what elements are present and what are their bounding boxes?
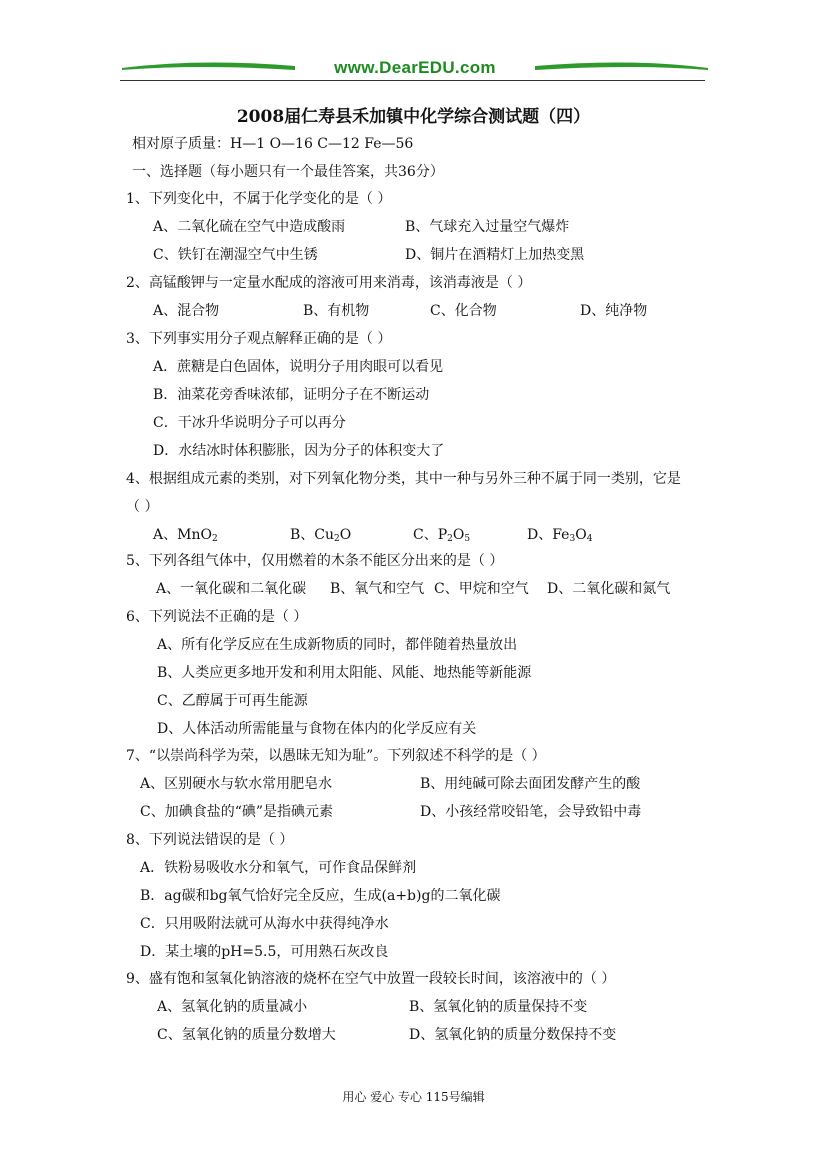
q6-option-d: D、人体活动所需能量与食物在体内的化学反应有关 [157, 721, 477, 737]
question-7: 7、“以崇尚科学为荣，以愚昧无知为耻”。下列叙述不科学的是（ ） [126, 748, 546, 764]
q1-option-d: D、铜片在酒精灯上加热变黑 [405, 247, 585, 263]
question-9: 9、盛有饱和氢氧化钠溶液的烧杯在空气中放置一段较长时间，该溶液中的（ ） [126, 971, 616, 987]
question-6: 6、下列说法不正确的是（ ） [126, 609, 308, 625]
page-title: 2008届仁寿县禾加镇中化学综合测试题（四） [236, 107, 591, 127]
q5-option-d: D、二氧化碳和氮气 [547, 581, 671, 597]
q2-option-a: A、混合物 [153, 303, 220, 319]
q8-option-c: C．只用吸附法就可从海水中获得纯净水 [140, 916, 389, 932]
q4-option-a: A、MnO$_2$ [153, 527, 218, 544]
q7-option-a: A、区别硬水与软水常用肥皂水 [140, 776, 333, 792]
question-3: 3、下列事实用分子观点解释正确的是（ ） [126, 331, 392, 347]
q1-option-c: C、铁钉在潮湿空气中生锈 [153, 247, 318, 263]
q7-option-c: C、加碘食盐的“碘”是指碘元素 [140, 804, 334, 820]
q6-option-a: A、所有化学反应在生成新物质的同时，都伴随着热量放出 [157, 637, 518, 653]
q6-option-b: B、人类应更多地开发和利用太阳能、风能、地热能等新能源 [157, 665, 532, 681]
q5-option-c: C、甲烷和空气 [434, 581, 529, 597]
q3-option-c: C．干冰升华说明分子可以再分 [153, 415, 346, 431]
q9-option-b: B、氢氧化钠的质量保持不变 [409, 999, 588, 1015]
q1-option-b: B、气球充入过量空气爆炸 [405, 219, 570, 235]
q3-option-b: B．油菜花旁香味浓郁，证明分子在不断运动 [153, 387, 430, 403]
q7-option-b: B、用纯碱可除去面团发酵产生的酸 [420, 776, 641, 792]
q9-option-d: D、氢氧化钠的质量分数保持不变 [409, 1027, 617, 1043]
q4-option-c: C、$P_2O_5$ [413, 527, 471, 544]
q7-option-d: D、小孩经常咬铅笔，会导致铅中毒 [420, 804, 642, 820]
header-divider [120, 80, 705, 81]
atomic-mass-line: 相对原子质量：H—1 O—16 C—12 Fe—56 [132, 136, 414, 152]
q4-option-b: B、$Cu_2O$ [290, 527, 352, 544]
q3-option-a: A．蔗糖是白色固体，说明分子用肉眼可以看见 [153, 359, 444, 375]
q5-option-a: A、一氧化碳和二氧化碳 [156, 581, 307, 597]
q9-option-c: C、氢氧化钠的质量分数增大 [157, 1027, 336, 1043]
q3-option-d: D．水结冰时体积膨胀，因为分子的体积变大了 [153, 443, 445, 459]
page-footer: 用心 爱心 专心 115号编辑 [342, 1090, 485, 1104]
question-2: 2、高锰酸钾与一定量水配成的溶液可用来消毒，该消毒液是（ ） [126, 275, 532, 291]
q4-paren: （ ） [126, 499, 159, 515]
q5-option-b: B、氧气和空气 [330, 581, 425, 597]
q9-option-a: A、氢氧化钠的质量减小 [157, 999, 308, 1015]
question-5: 5、下列各组气体中，仅用燃着的木条不能区分出来的是（ ） [126, 553, 504, 569]
q2-option-d: D、纯净物 [580, 303, 648, 319]
q2-option-b: B、有机物 [303, 303, 370, 319]
q8-option-a: A．铁粉易吸收水分和氧气，可作食品保鲜剂 [140, 860, 417, 876]
site-logo-text[interactable]: www.DearEDU.com [334, 58, 496, 77]
q2-option-c: C、化合物 [430, 303, 497, 319]
question-4: 4、根据组成元素的类别，对下列氧化物分类，其中一种与另外三种不属于同一类别，它是 [126, 471, 681, 487]
section-heading: 一、选择题（每小题只有一个最佳答案，共36分） [132, 164, 444, 180]
q1-option-a: A、二氧化硫在空气中造成酸雨 [153, 219, 346, 235]
question-8: 8、下列说法错误的是（ ） [126, 832, 294, 848]
q6-option-c: C、乙醇属于可再生能源 [157, 693, 308, 709]
question-1: 1、下列变化中，不属于化学变化的是（ ） [126, 191, 392, 207]
q8-option-d: D．某土壤的pH=5.5，可用熟石灰改良 [140, 944, 389, 960]
q8-option-b: B．ag碳和bg氧气恰好完全反应，生成(a+b)g的二氧化碳 [140, 888, 501, 904]
q4-option-d: D、$Fe_3O_4$ [527, 527, 593, 544]
